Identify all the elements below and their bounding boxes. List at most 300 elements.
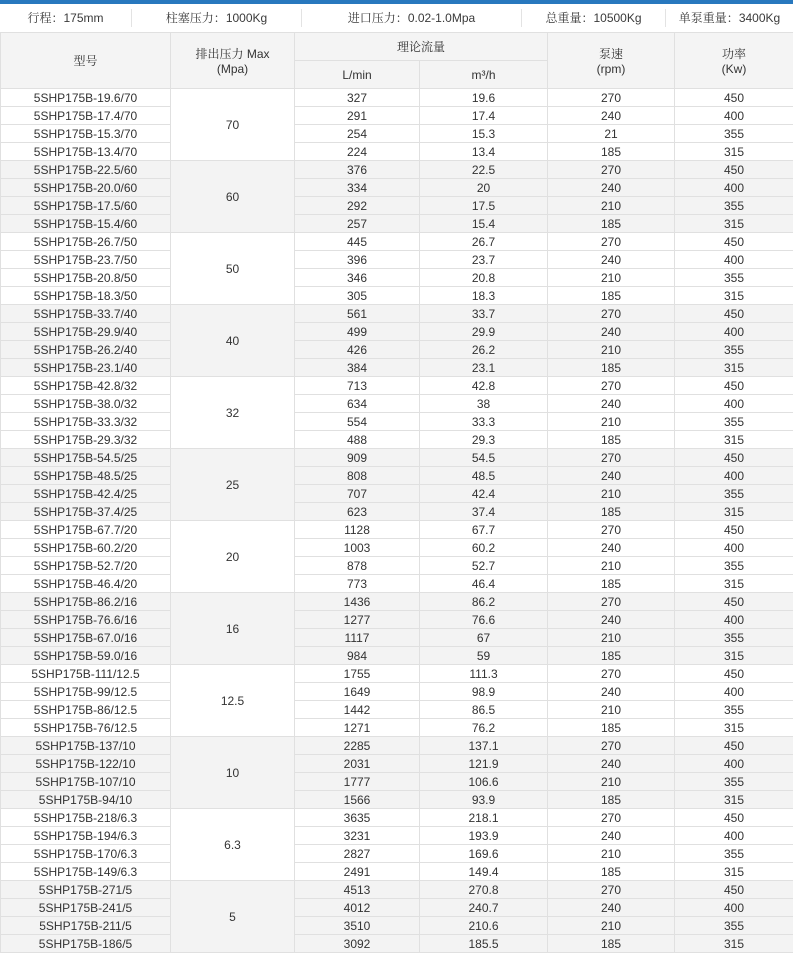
flow-lmin-cell: 707	[295, 485, 420, 503]
power-cell: 355	[675, 845, 793, 863]
table-row	[1, 791, 793, 809]
flow-lmin-cell: 2031	[295, 755, 420, 773]
flow-m3h-cell: 270.8	[420, 881, 548, 899]
flow-m3h-cell: 42.8	[420, 377, 548, 395]
model-cell: 5SHP175B-107/10	[1, 773, 171, 791]
power-cell: 355	[675, 917, 793, 935]
flow-m3h-cell: 48.5	[420, 467, 548, 485]
flow-lmin-cell: 4012	[295, 899, 420, 917]
rpm-cell: 21	[548, 125, 675, 143]
flow-lmin-cell: 334	[295, 179, 420, 197]
power-cell: 315	[675, 647, 793, 665]
power-cell: 355	[675, 557, 793, 575]
rpm-cell: 210	[548, 701, 675, 719]
power-cell: 315	[675, 215, 793, 233]
table-row	[1, 215, 793, 233]
flow-m3h-cell: 121.9	[420, 755, 548, 773]
pressure-cell: 60	[171, 161, 295, 233]
rpm-cell: 270	[548, 521, 675, 539]
flow-lmin-cell: 3231	[295, 827, 420, 845]
flow-m3h-cell: 52.7	[420, 557, 548, 575]
model-cell: 5SHP175B-15.4/60	[1, 215, 171, 233]
flow-m3h-cell: 20	[420, 179, 548, 197]
rpm-cell: 210	[548, 341, 675, 359]
model-cell: 5SHP175B-86.2/16	[1, 593, 171, 611]
rpm-cell: 185	[548, 791, 675, 809]
flow-m3h-cell: 19.6	[420, 89, 548, 107]
rpm-cell: 210	[548, 485, 675, 503]
table-row	[1, 773, 793, 791]
model-cell: 5SHP175B-241/5	[1, 899, 171, 917]
power-cell: 355	[675, 629, 793, 647]
table-row	[1, 395, 793, 413]
table-row	[1, 287, 793, 305]
flow-m3h-cell: 67.7	[420, 521, 548, 539]
header-discharge-pressure	[171, 33, 295, 89]
power-cell: 450	[675, 593, 793, 611]
rpm-cell: 185	[548, 863, 675, 881]
power-cell: 450	[675, 233, 793, 251]
flow-lmin-cell: 254	[295, 125, 420, 143]
power-cell: 400	[675, 755, 793, 773]
flow-lmin-cell: 561	[295, 305, 420, 323]
power-cell: 450	[675, 377, 793, 395]
power-cell: 315	[675, 287, 793, 305]
flow-m3h-cell: 210.6	[420, 917, 548, 935]
header-pump-speed-line2: (rpm)	[596, 62, 626, 76]
table-row	[1, 251, 793, 269]
power-cell: 315	[675, 575, 793, 593]
flow-lmin-cell: 3635	[295, 809, 420, 827]
power-cell: 355	[675, 269, 793, 287]
table-row	[1, 845, 793, 863]
table-row	[1, 269, 793, 287]
rpm-cell: 210	[548, 845, 675, 863]
flow-m3h-cell: 86.2	[420, 593, 548, 611]
power-cell: 315	[675, 719, 793, 737]
model-cell: 5SHP175B-22.5/60	[1, 161, 171, 179]
flow-m3h-cell: 67	[420, 629, 548, 647]
info-stroke	[0, 9, 131, 27]
model-cell: 5SHP175B-23.7/50	[1, 251, 171, 269]
rpm-cell: 240	[548, 899, 675, 917]
flow-lmin-cell: 1128	[295, 521, 420, 539]
flow-lmin-cell: 1436	[295, 593, 420, 611]
header-pump-speed	[548, 33, 675, 89]
model-cell: 5SHP175B-194/6.3	[1, 827, 171, 845]
flow-m3h-cell: 17.4	[420, 107, 548, 125]
table-row	[1, 665, 793, 683]
pressure-cell: 20	[171, 521, 295, 593]
flow-m3h-cell: 17.5	[420, 197, 548, 215]
flow-m3h-cell: 38	[420, 395, 548, 413]
rpm-cell: 240	[548, 179, 675, 197]
flow-lmin-cell: 499	[295, 323, 420, 341]
flow-m3h-cell: 240.7	[420, 899, 548, 917]
table-row	[1, 467, 793, 485]
flow-m3h-cell: 26.2	[420, 341, 548, 359]
spec-info-bar	[0, 4, 793, 32]
model-cell: 5SHP175B-20.8/50	[1, 269, 171, 287]
power-cell: 450	[675, 161, 793, 179]
power-cell: 315	[675, 503, 793, 521]
rpm-cell: 240	[548, 611, 675, 629]
table-row	[1, 593, 793, 611]
flow-lmin-cell: 1566	[295, 791, 420, 809]
rpm-cell: 240	[548, 323, 675, 341]
power-cell: 355	[675, 125, 793, 143]
flow-lmin-cell: 291	[295, 107, 420, 125]
info-plunger-pressure-value: 1000Kg	[225, 11, 268, 25]
rpm-cell: 270	[548, 449, 675, 467]
power-cell: 355	[675, 701, 793, 719]
power-cell: 400	[675, 107, 793, 125]
model-cell: 5SHP175B-26.7/50	[1, 233, 171, 251]
flow-m3h-cell: 37.4	[420, 503, 548, 521]
table-row	[1, 305, 793, 323]
flow-m3h-cell: 54.5	[420, 449, 548, 467]
table-row	[1, 827, 793, 845]
flow-m3h-cell: 137.1	[420, 737, 548, 755]
model-cell: 5SHP175B-76.6/16	[1, 611, 171, 629]
power-cell: 400	[675, 539, 793, 557]
table-row	[1, 89, 793, 107]
table-row	[1, 377, 793, 395]
model-cell: 5SHP175B-67.0/16	[1, 629, 171, 647]
flow-m3h-cell: 59	[420, 647, 548, 665]
rpm-cell: 210	[548, 413, 675, 431]
power-cell: 450	[675, 809, 793, 827]
info-plunger-pressure-label: 柱塞压力：	[165, 11, 226, 25]
header-theoretical-flow: 理论流量	[295, 33, 548, 61]
table-row	[1, 809, 793, 827]
info-stroke-label: 行程：	[27, 11, 64, 25]
pressure-cell: 5	[171, 881, 295, 953]
info-total-weight-label: 总重量：	[545, 11, 594, 25]
flow-m3h-cell: 23.7	[420, 251, 548, 269]
power-cell: 450	[675, 521, 793, 539]
model-cell: 5SHP175B-60.2/20	[1, 539, 171, 557]
model-cell: 5SHP175B-42.4/25	[1, 485, 171, 503]
info-single-pump-weight	[665, 9, 793, 27]
table-body	[1, 89, 793, 953]
table-row	[1, 737, 793, 755]
rpm-cell: 270	[548, 881, 675, 899]
pressure-cell: 25	[171, 449, 295, 521]
table-header	[1, 33, 793, 89]
flow-lmin-cell: 224	[295, 143, 420, 161]
table-row	[1, 683, 793, 701]
power-cell: 355	[675, 413, 793, 431]
header-discharge-pressure-line1: 排出压力 Max	[195, 47, 270, 61]
model-cell: 5SHP175B-42.8/32	[1, 377, 171, 395]
flow-lmin-cell: 623	[295, 503, 420, 521]
power-cell: 400	[675, 827, 793, 845]
rpm-cell: 210	[548, 557, 675, 575]
power-cell: 450	[675, 881, 793, 899]
model-cell: 5SHP175B-29.9/40	[1, 323, 171, 341]
flow-lmin-cell: 376	[295, 161, 420, 179]
flow-m3h-cell: 26.7	[420, 233, 548, 251]
model-cell: 5SHP175B-18.3/50	[1, 287, 171, 305]
flow-lmin-cell: 1649	[295, 683, 420, 701]
rpm-cell: 240	[548, 251, 675, 269]
header-power-line1: 功率	[722, 47, 747, 61]
flow-m3h-cell: 60.2	[420, 539, 548, 557]
flow-lmin-cell: 713	[295, 377, 420, 395]
table-row	[1, 125, 793, 143]
power-cell: 400	[675, 467, 793, 485]
model-cell: 5SHP175B-54.5/25	[1, 449, 171, 467]
flow-m3h-cell: 29.3	[420, 431, 548, 449]
model-cell: 5SHP175B-29.3/32	[1, 431, 171, 449]
table-row	[1, 485, 793, 503]
power-cell: 355	[675, 773, 793, 791]
flow-lmin-cell: 1755	[295, 665, 420, 683]
model-cell: 5SHP175B-149/6.3	[1, 863, 171, 881]
power-cell: 355	[675, 341, 793, 359]
pressure-cell: 16	[171, 593, 295, 665]
power-cell: 400	[675, 179, 793, 197]
table-row	[1, 899, 793, 917]
flow-lmin-cell: 4513	[295, 881, 420, 899]
power-cell: 450	[675, 737, 793, 755]
rpm-cell: 185	[548, 431, 675, 449]
flow-m3h-cell: 15.4	[420, 215, 548, 233]
table-row	[1, 413, 793, 431]
model-cell: 5SHP175B-48.5/25	[1, 467, 171, 485]
model-cell: 5SHP175B-19.6/70	[1, 89, 171, 107]
table-row	[1, 557, 793, 575]
rpm-cell: 270	[548, 161, 675, 179]
flow-m3h-cell: 76.6	[420, 611, 548, 629]
model-cell: 5SHP175B-137/10	[1, 737, 171, 755]
table-row	[1, 755, 793, 773]
table-row	[1, 935, 793, 953]
info-inlet-pressure-value: 0.02-1.0Mpa	[407, 11, 476, 25]
header-flow-lmin: L/min	[295, 61, 420, 89]
model-cell: 5SHP175B-23.1/40	[1, 359, 171, 377]
info-single-pump-weight-label: 单泵重量：	[678, 11, 739, 25]
rpm-cell: 185	[548, 287, 675, 305]
model-cell: 5SHP175B-86/12.5	[1, 701, 171, 719]
flow-m3h-cell: 13.4	[420, 143, 548, 161]
model-cell: 5SHP175B-122/10	[1, 755, 171, 773]
table-row	[1, 863, 793, 881]
flow-m3h-cell: 169.6	[420, 845, 548, 863]
flow-lmin-cell: 554	[295, 413, 420, 431]
rpm-cell: 240	[548, 539, 675, 557]
flow-lmin-cell: 808	[295, 467, 420, 485]
flow-m3h-cell: 76.2	[420, 719, 548, 737]
rpm-cell: 210	[548, 917, 675, 935]
rpm-cell: 270	[548, 233, 675, 251]
power-cell: 400	[675, 899, 793, 917]
rpm-cell: 210	[548, 629, 675, 647]
info-total-weight	[521, 9, 665, 27]
rpm-cell: 185	[548, 503, 675, 521]
power-cell: 450	[675, 449, 793, 467]
model-cell: 5SHP175B-46.4/20	[1, 575, 171, 593]
header-power	[675, 33, 793, 89]
flow-lmin-cell: 1277	[295, 611, 420, 629]
flow-m3h-cell: 46.4	[420, 575, 548, 593]
flow-lmin-cell: 1003	[295, 539, 420, 557]
rpm-cell: 270	[548, 89, 675, 107]
model-cell: 5SHP175B-20.0/60	[1, 179, 171, 197]
table-row	[1, 629, 793, 647]
flow-lmin-cell: 984	[295, 647, 420, 665]
flow-lmin-cell: 878	[295, 557, 420, 575]
table-row	[1, 917, 793, 935]
info-stroke-value: 175mm	[63, 11, 104, 25]
table-row	[1, 431, 793, 449]
power-cell: 450	[675, 665, 793, 683]
flow-lmin-cell: 1117	[295, 629, 420, 647]
flow-lmin-cell: 257	[295, 215, 420, 233]
table-row	[1, 539, 793, 557]
flow-m3h-cell: 193.9	[420, 827, 548, 845]
flow-m3h-cell: 93.9	[420, 791, 548, 809]
model-cell: 5SHP175B-38.0/32	[1, 395, 171, 413]
model-cell: 5SHP175B-94/10	[1, 791, 171, 809]
power-cell: 315	[675, 863, 793, 881]
flow-m3h-cell: 86.5	[420, 701, 548, 719]
table-row	[1, 503, 793, 521]
rpm-cell: 240	[548, 683, 675, 701]
model-cell: 5SHP175B-52.7/20	[1, 557, 171, 575]
header-discharge-pressure-line2: (Mpa)	[216, 62, 249, 76]
power-cell: 400	[675, 683, 793, 701]
rpm-cell: 240	[548, 755, 675, 773]
pressure-cell: 12.5	[171, 665, 295, 737]
rpm-cell: 185	[548, 719, 675, 737]
pressure-cell: 40	[171, 305, 295, 377]
model-cell: 5SHP175B-15.3/70	[1, 125, 171, 143]
power-cell: 400	[675, 323, 793, 341]
rpm-cell: 270	[548, 377, 675, 395]
table-row	[1, 161, 793, 179]
flow-m3h-cell: 111.3	[420, 665, 548, 683]
power-cell: 355	[675, 485, 793, 503]
model-cell: 5SHP175B-33.3/32	[1, 413, 171, 431]
flow-m3h-cell: 15.3	[420, 125, 548, 143]
rpm-cell: 270	[548, 305, 675, 323]
table-row	[1, 179, 793, 197]
rpm-cell: 210	[548, 197, 675, 215]
flow-lmin-cell: 2827	[295, 845, 420, 863]
flow-lmin-cell: 384	[295, 359, 420, 377]
model-cell: 5SHP175B-186/5	[1, 935, 171, 953]
table-row	[1, 197, 793, 215]
power-cell: 315	[675, 359, 793, 377]
table-row	[1, 233, 793, 251]
flow-m3h-cell: 149.4	[420, 863, 548, 881]
flow-m3h-cell: 18.3	[420, 287, 548, 305]
flow-m3h-cell: 22.5	[420, 161, 548, 179]
flow-lmin-cell: 773	[295, 575, 420, 593]
rpm-cell: 185	[548, 143, 675, 161]
flow-lmin-cell: 396	[295, 251, 420, 269]
flow-lmin-cell: 634	[295, 395, 420, 413]
flow-m3h-cell: 106.6	[420, 773, 548, 791]
rpm-cell: 240	[548, 395, 675, 413]
pressure-cell: 10	[171, 737, 295, 809]
flow-lmin-cell: 909	[295, 449, 420, 467]
table-row	[1, 449, 793, 467]
table-row	[1, 611, 793, 629]
model-cell: 5SHP175B-67.7/20	[1, 521, 171, 539]
flow-m3h-cell: 42.4	[420, 485, 548, 503]
flow-m3h-cell: 20.8	[420, 269, 548, 287]
power-cell: 355	[675, 197, 793, 215]
info-inlet-pressure	[301, 9, 521, 27]
flow-m3h-cell: 33.7	[420, 305, 548, 323]
power-cell: 315	[675, 935, 793, 953]
rpm-cell: 270	[548, 665, 675, 683]
flow-lmin-cell: 426	[295, 341, 420, 359]
model-cell: 5SHP175B-59.0/16	[1, 647, 171, 665]
flow-lmin-cell: 445	[295, 233, 420, 251]
rpm-cell: 185	[548, 359, 675, 377]
model-cell: 5SHP175B-17.5/60	[1, 197, 171, 215]
model-cell: 5SHP175B-13.4/70	[1, 143, 171, 161]
power-cell: 315	[675, 431, 793, 449]
header-model: 型号	[1, 33, 171, 89]
pressure-cell: 32	[171, 377, 295, 449]
power-cell: 400	[675, 251, 793, 269]
power-cell: 400	[675, 395, 793, 413]
power-cell: 450	[675, 305, 793, 323]
table-row	[1, 359, 793, 377]
power-cell: 400	[675, 611, 793, 629]
flow-lmin-cell: 327	[295, 89, 420, 107]
flow-m3h-cell: 98.9	[420, 683, 548, 701]
rpm-cell: 270	[548, 737, 675, 755]
flow-m3h-cell: 218.1	[420, 809, 548, 827]
flow-lmin-cell: 3092	[295, 935, 420, 953]
model-cell: 5SHP175B-76/12.5	[1, 719, 171, 737]
rpm-cell: 240	[548, 467, 675, 485]
power-cell: 315	[675, 791, 793, 809]
flow-lmin-cell: 1271	[295, 719, 420, 737]
rpm-cell: 185	[548, 647, 675, 665]
flow-lmin-cell: 1777	[295, 773, 420, 791]
table-row	[1, 521, 793, 539]
table-row	[1, 575, 793, 593]
flow-m3h-cell: 23.1	[420, 359, 548, 377]
flow-lmin-cell: 1442	[295, 701, 420, 719]
table-row	[1, 881, 793, 899]
flow-m3h-cell: 29.9	[420, 323, 548, 341]
model-cell: 5SHP175B-17.4/70	[1, 107, 171, 125]
model-cell: 5SHP175B-37.4/25	[1, 503, 171, 521]
table-row	[1, 719, 793, 737]
info-total-weight-value: 10500Kg	[593, 11, 642, 25]
table-row	[1, 107, 793, 125]
pump-spec-table	[0, 32, 793, 953]
rpm-cell: 210	[548, 773, 675, 791]
flow-m3h-cell: 33.3	[420, 413, 548, 431]
table-row	[1, 323, 793, 341]
header-flow-m3h: m³/h	[420, 61, 548, 89]
flow-lmin-cell: 488	[295, 431, 420, 449]
flow-lmin-cell: 292	[295, 197, 420, 215]
flow-lmin-cell: 305	[295, 287, 420, 305]
rpm-cell: 240	[548, 827, 675, 845]
model-cell: 5SHP175B-218/6.3	[1, 809, 171, 827]
flow-lmin-cell: 346	[295, 269, 420, 287]
